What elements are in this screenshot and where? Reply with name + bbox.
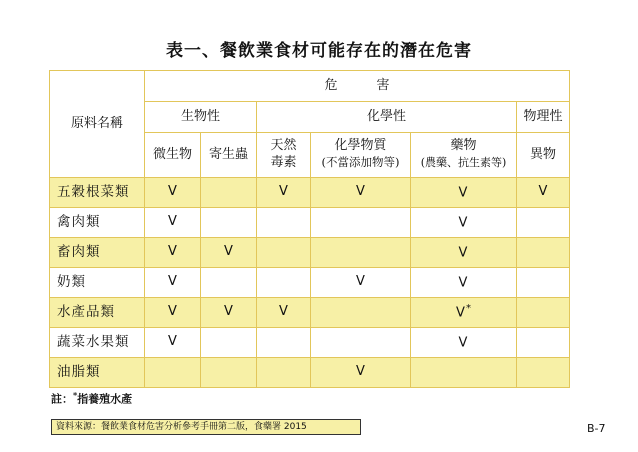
check-mark: V (145, 298, 201, 328)
header-chemical-substance (311, 133, 411, 178)
check-mark: V (145, 178, 201, 208)
header-drug (411, 133, 517, 178)
check-mark-value: V (456, 305, 465, 321)
header-hazard: 危 害 (145, 71, 570, 102)
check-mark: V (311, 178, 411, 208)
check-mark: V (145, 238, 201, 268)
check-mark (311, 208, 411, 238)
check-mark (411, 208, 517, 238)
footnote-text: 指養殖水產 (77, 392, 133, 406)
row-name: 五穀根菜類 (50, 178, 145, 208)
table-row (50, 358, 570, 388)
check-mark (257, 268, 311, 298)
check-mark (145, 358, 201, 388)
header-ingredient-name: 原料名稱 (50, 71, 145, 178)
check-mark (411, 178, 517, 208)
header-biological: 生物性 (145, 102, 257, 133)
header-chemical: 化學性 (257, 102, 517, 133)
check-mark: V (201, 298, 257, 328)
check-mark (517, 358, 570, 388)
check-mark: V (145, 268, 201, 298)
table-row (50, 208, 570, 238)
check-mark: V (517, 178, 570, 208)
check-mark (411, 268, 517, 298)
check-mark-value: V (458, 245, 468, 261)
check-mark (201, 358, 257, 388)
check-mark: V (201, 238, 257, 268)
header-chemical-substance-line1: 化學物質 (334, 138, 387, 154)
check-mark (257, 358, 311, 388)
header-drug-line2: (農藥、抗生素等) (420, 156, 507, 169)
check-mark (517, 328, 570, 358)
check-mark: V (311, 268, 411, 298)
row-name: 油脂類 (50, 358, 145, 388)
check-mark: V (145, 208, 201, 238)
row-name: 畜肉類 (50, 238, 145, 268)
check-mark (311, 298, 411, 328)
check-mark (411, 238, 517, 268)
check-mark (311, 328, 411, 358)
check-mark-value: V (458, 335, 468, 351)
table-row (50, 178, 570, 208)
page-number: B-7 (587, 422, 606, 435)
check-mark-value: V (458, 215, 468, 231)
header-microbe: 微生物 (145, 133, 201, 178)
check-mark (517, 208, 570, 238)
check-mark-value: V (458, 185, 468, 201)
check-mark (311, 238, 411, 268)
source-citation: 資料來源：餐飲業食材危害分析參考手冊第二版，食藥署 2015 (51, 419, 361, 435)
row-name: 蔬菜水果類 (50, 328, 145, 358)
check-mark (201, 268, 257, 298)
check-mark: V (257, 298, 311, 328)
row-name: 奶類 (50, 268, 145, 298)
check-mark (517, 268, 570, 298)
footnote-star: * (465, 303, 471, 315)
footnote (51, 390, 132, 407)
header-natural-toxin-line2: 毒素 (270, 155, 297, 170)
header-physical: 物理性 (517, 102, 570, 133)
row-name: 水產品類 (50, 298, 145, 328)
check-mark (517, 298, 570, 328)
check-mark (411, 328, 517, 358)
check-mark (257, 238, 311, 268)
header-natural-toxin (257, 133, 311, 178)
check-mark (201, 328, 257, 358)
header-foreign-matter: 異物 (517, 133, 570, 178)
check-mark: V (145, 328, 201, 358)
check-mark-value: V (458, 275, 468, 291)
check-mark (257, 208, 311, 238)
table-row (50, 328, 570, 358)
hazard-table (49, 70, 570, 388)
check-mark (257, 328, 311, 358)
table-row (50, 268, 570, 298)
header-natural-toxin-line1: 天然 (270, 138, 297, 154)
table-row (50, 298, 570, 328)
table-row (50, 238, 570, 268)
check-mark (411, 358, 517, 388)
footnote-star-symbol: * (73, 390, 78, 400)
check-mark (411, 298, 517, 328)
footnote-prefix: 註： (51, 392, 73, 406)
check-mark (517, 238, 570, 268)
row-name: 禽肉類 (50, 208, 145, 238)
header-parasite: 寄生蟲 (201, 133, 257, 178)
header-chemical-substance-line2: (不當添加物等) (321, 155, 400, 169)
check-mark: V (257, 178, 311, 208)
table-title: 表一、餐飲業食材可能存在的潛在危害 (166, 41, 472, 61)
check-mark (201, 178, 257, 208)
check-mark (201, 208, 257, 238)
header-drug-line1: 藥物 (450, 138, 477, 154)
check-mark: V (311, 358, 411, 388)
